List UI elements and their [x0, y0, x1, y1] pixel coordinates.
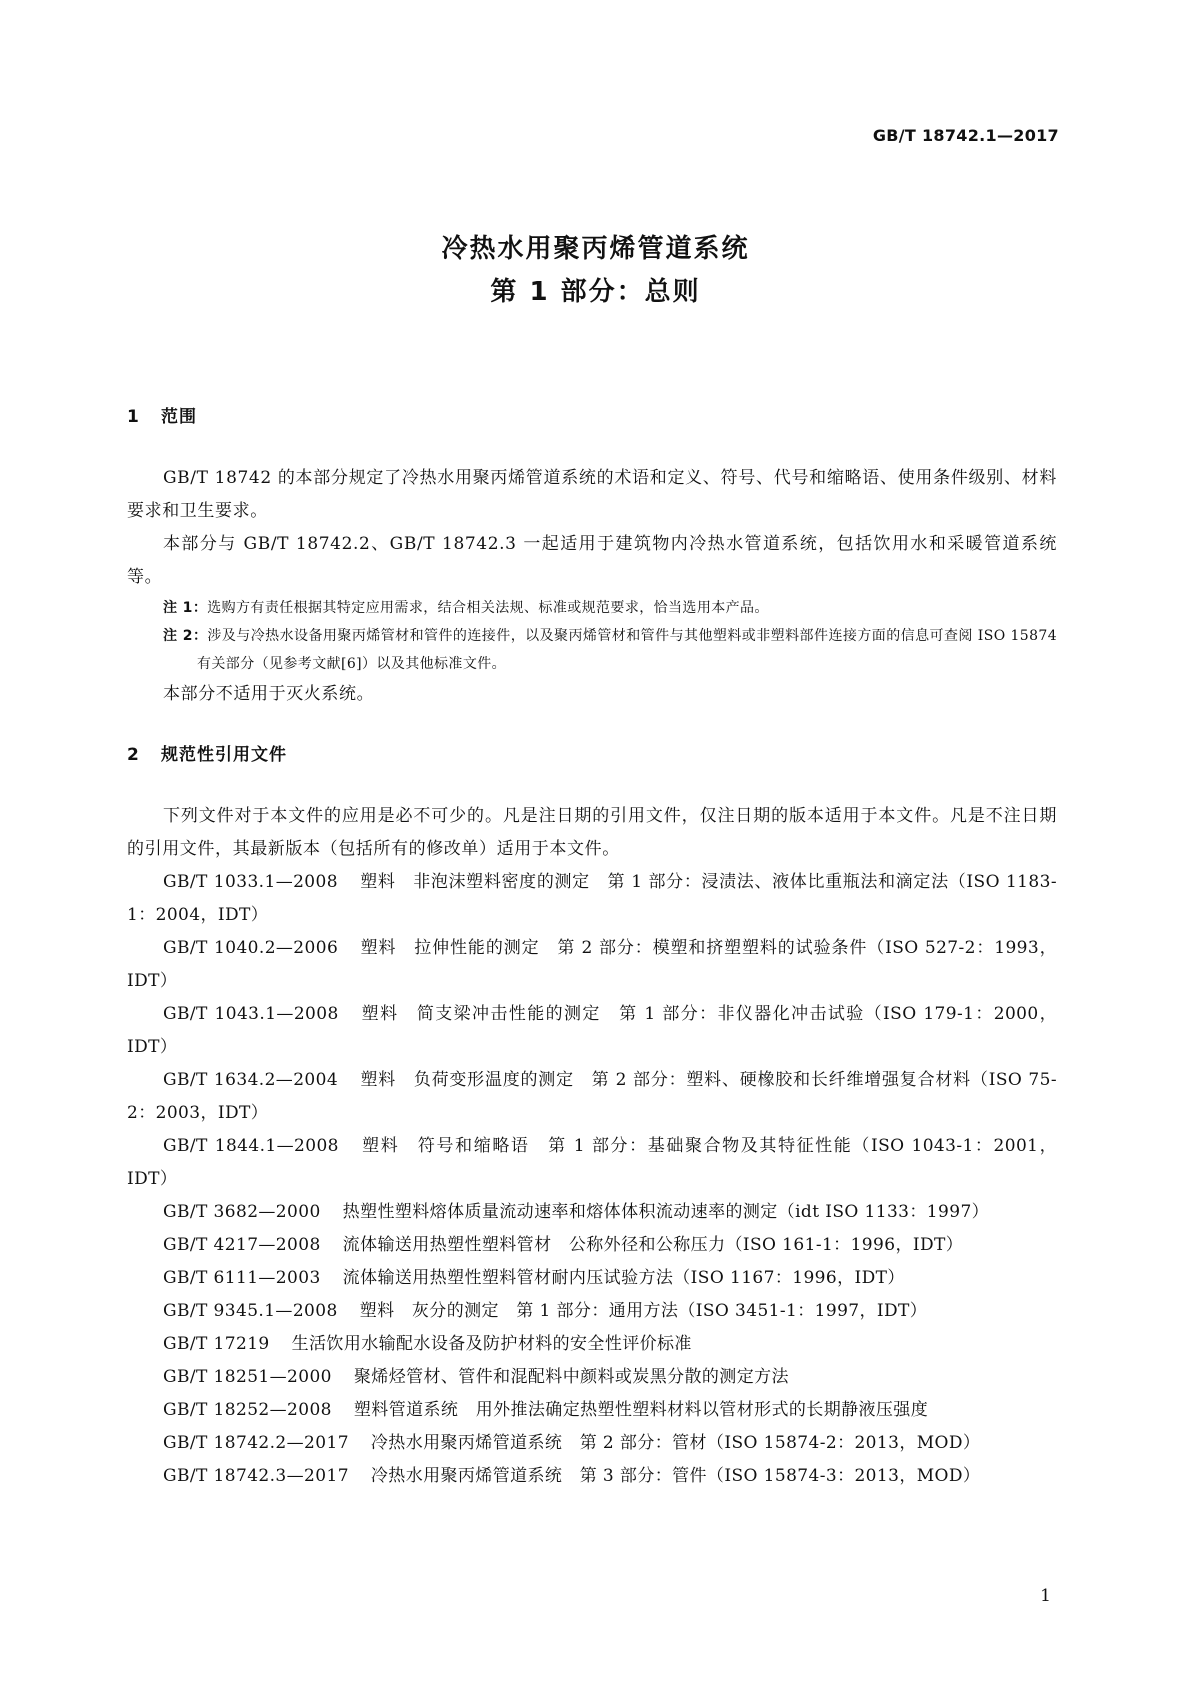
reference-item — [127, 866, 1057, 932]
note-1-label: 注 1： — [163, 600, 208, 616]
reference-item — [127, 1130, 1057, 1196]
reference-item — [127, 932, 1057, 998]
reference-item — [127, 1427, 1057, 1460]
reference-title: 塑料 灰分的测定 第 1 部分：通用方法（ISO 3451-1：1997，IDT） — [359, 1301, 928, 1321]
reference-code: GB/T 18742.2—2017 — [163, 1433, 349, 1453]
reference-item — [127, 1361, 1057, 1394]
title-line-2: 第 1 部分：总则 — [490, 277, 701, 307]
scope-paragraph-1: GB/T 18742 的本部分规定了冷热水用聚丙烯管道系统的术语和定义、符号、代号和缩略语、使用条件级别、材料要求和卫生要求。 — [127, 468, 1057, 521]
reference-title: 塑料 简支梁冲击性能的测定 第 1 部分：非仪器化冲击试验（ISO 179-1：2000，IDT） — [127, 1004, 1057, 1057]
section-1-number: 1 — [127, 407, 140, 427]
reference-title: 塑料 非泡沫塑料密度的测定 第 1 部分：浸渍法、液体比重瓶法和滴定法（ISO 1183-1：2004，IDT） — [127, 872, 1057, 925]
reference-item — [127, 1460, 1057, 1493]
section-2-number: 2 — [127, 745, 140, 765]
note-1-text: 选购方有责任根据其特定应用需求，结合相关法规、标准或规范要求，恰当选用本产品。 — [207, 600, 769, 616]
reference-item — [127, 1262, 1057, 1295]
section-1-heading — [127, 405, 1057, 429]
reference-title: 流体输送用热塑性塑料管材耐内压试验方法（ISO 1167：1996，IDT） — [342, 1268, 905, 1288]
reference-code: GB/T 18251—2000 — [163, 1367, 332, 1387]
reference-title: 塑料管道系统 用外推法确定热塑性塑料材料以管材形式的长期静液压强度 — [353, 1400, 929, 1420]
reference-title: 塑料 拉伸性能的测定 第 2 部分：模塑和挤塑塑料的试验条件（ISO 527-2：1993，IDT） — [127, 938, 1057, 991]
reference-item — [127, 1196, 1057, 1229]
section-1-title: 范围 — [161, 407, 197, 427]
reference-title: 聚烯烃管材、管件和混配料中颜料或炭黑分散的测定方法 — [353, 1367, 789, 1387]
standard-code: GB/T 18742.1—2017 — [872, 126, 1059, 145]
reference-item — [127, 998, 1057, 1064]
reference-title: 塑料 符号和缩略语 第 1 部分：基础聚合物及其特征性能（ISO 1043-1：2001，IDT） — [127, 1136, 1057, 1189]
reference-item — [127, 1064, 1057, 1130]
reference-title: 冷热水用聚丙烯管道系统 第 3 部分：管件（ISO 15874-3：2013，MOD） — [370, 1466, 981, 1486]
reference-code: GB/T 1043.1—2008 — [163, 1004, 339, 1024]
reference-item — [127, 1328, 1057, 1361]
reference-code: GB/T 9345.1—2008 — [163, 1301, 338, 1321]
reference-title: 冷热水用聚丙烯管道系统 第 2 部分：管材（ISO 15874-2：2013，MOD） — [370, 1433, 981, 1453]
normative-intro: 下列文件对于本文件的应用是必不可少的。凡是注日期的引用文件，仅注日期的版本适用于本文件。凡是不注日期的引用文件，其最新版本（包括所有的修改单）适用于本文件。 — [127, 806, 1057, 859]
reference-code: GB/T 18252—2008 — [163, 1400, 332, 1420]
reference-item — [127, 1394, 1057, 1427]
section-2-title: 规范性引用文件 — [161, 745, 287, 765]
page-number: 1 — [1040, 1586, 1051, 1606]
note-2 — [127, 622, 1057, 678]
scope-paragraph-2: 本部分与 GB/T 18742.2、GB/T 18742.3 一起适用于建筑物内冷热水管道系统，包括饮用水和采暖管道系统等。 — [127, 534, 1057, 587]
section-2-heading — [127, 743, 1057, 767]
document-title — [0, 228, 1191, 314]
reference-title: 热塑性塑料熔体质量流动速率和熔体体积流动速率的测定（idt ISO 1133：1997） — [342, 1202, 990, 1222]
note-1 — [127, 594, 1057, 622]
scope-paragraph-3: 本部分不适用于灭火系统。 — [163, 684, 375, 704]
document-body — [127, 405, 1057, 1493]
note-2-label: 注 2： — [163, 628, 208, 644]
note-2-text: 涉及与冷热水设备用聚丙烯管材和管件的连接件，以及聚丙烯管材和管件与其他塑料或非塑料部件连接方面的信息可查阅 ISO 15874 有关部分（见参考文献[6]）以及其他标准文件。 — [197, 628, 1057, 672]
reference-code: GB/T 1040.2—2006 — [163, 938, 339, 958]
reference-item — [127, 1295, 1057, 1328]
reference-code: GB/T 1033.1—2008 — [163, 872, 338, 892]
reference-code: GB/T 3682—2000 — [163, 1202, 321, 1222]
reference-title: 流体输送用热塑性塑料管材 公称外径和公称压力（ISO 161-1：1996，IDT） — [342, 1235, 964, 1255]
reference-code: GB/T 1844.1—2008 — [163, 1136, 339, 1156]
reference-title: 生活饮用水输配水设备及防护材料的安全性评价标准 — [291, 1334, 692, 1354]
title-line-1: 冷热水用聚丙烯管道系统 — [441, 234, 750, 264]
reference-item — [127, 1229, 1057, 1262]
reference-code: GB/T 6111—2003 — [163, 1268, 321, 1288]
reference-code: GB/T 4217—2008 — [163, 1235, 321, 1255]
reference-code: GB/T 18742.3—2017 — [163, 1466, 349, 1486]
reference-title: 塑料 负荷变形温度的测定 第 2 部分：塑料、硬橡胶和长纤维增强复合材料（ISO 75-2：2003，IDT） — [127, 1070, 1057, 1123]
reference-code: GB/T 1634.2—2004 — [163, 1070, 339, 1090]
reference-code: GB/T 17219 — [163, 1334, 270, 1354]
